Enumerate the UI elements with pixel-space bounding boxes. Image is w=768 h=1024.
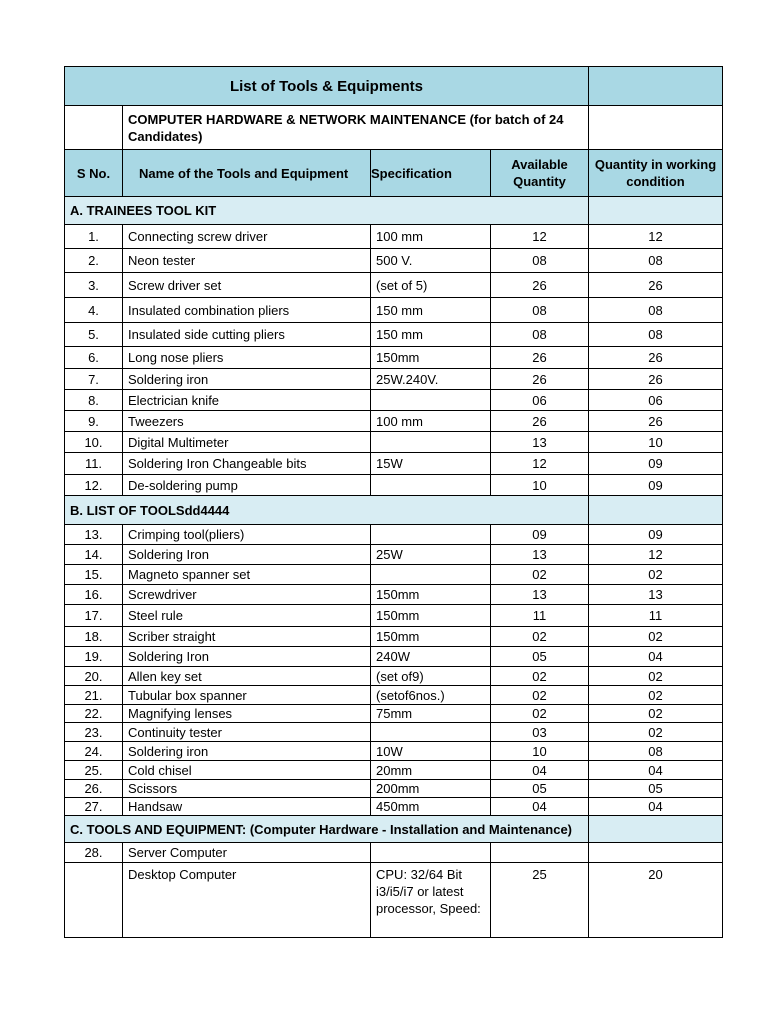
specification-cell (371, 525, 491, 545)
available-quantity-cell: 06 (491, 390, 589, 411)
available-quantity-cell: 26 (491, 347, 589, 369)
serial-number-cell: 23. (65, 723, 123, 742)
tool-name-cell: Insulated combination pliers (123, 298, 371, 323)
table-row (65, 347, 723, 369)
specification-cell: 75mm (371, 705, 491, 723)
specification-cell: 10W (371, 742, 491, 761)
section-heading: C. TOOLS AND EQUIPMENT: (Computer Hardware - Installation and Maintenance) (65, 816, 589, 843)
available-quantity-cell: 02 (491, 565, 589, 585)
specification-cell: 150mm (371, 627, 491, 647)
tool-name-cell: Long nose pliers (123, 347, 371, 369)
tool-name-cell: Tweezers (123, 411, 371, 432)
header-working: Quantity in working condition (589, 150, 723, 197)
tool-name-cell: Insulated side cutting pliers (123, 323, 371, 347)
table-row (65, 225, 723, 249)
working-quantity-cell: 04 (589, 647, 723, 667)
serial-number-cell: 16. (65, 585, 123, 605)
tool-name-cell: De-soldering pump (123, 475, 371, 496)
available-quantity-cell: 05 (491, 647, 589, 667)
serial-number-cell: 21. (65, 686, 123, 705)
table-row (65, 843, 723, 863)
table-row (65, 453, 723, 475)
title-row (65, 67, 723, 106)
working-quantity-cell: 26 (589, 347, 723, 369)
available-quantity-cell: 05 (491, 780, 589, 798)
serial-number-cell: 19. (65, 647, 123, 667)
tool-name-cell: Connecting screw driver (123, 225, 371, 249)
serial-number-cell (65, 863, 123, 938)
working-quantity-cell: 12 (589, 225, 723, 249)
table-row (65, 390, 723, 411)
table-row (65, 525, 723, 545)
specification-cell: 150mm (371, 347, 491, 369)
tools-table (64, 66, 723, 938)
specification-cell: (set of9) (371, 667, 491, 686)
available-quantity-cell: 26 (491, 369, 589, 390)
serial-number-cell: 3. (65, 273, 123, 298)
tool-name-cell: Allen key set (123, 667, 371, 686)
specification-cell: 100 mm (371, 225, 491, 249)
header-sno: S No. (65, 150, 123, 197)
table-row (65, 323, 723, 347)
subtitle-right-cell (589, 106, 723, 150)
available-quantity-cell: 10 (491, 475, 589, 496)
available-quantity-cell: 25 (491, 863, 589, 938)
tool-name-cell: Desktop Computer (123, 863, 371, 938)
serial-number-cell: 10. (65, 432, 123, 453)
table-row (65, 475, 723, 496)
tool-name-cell: Soldering Iron (123, 545, 371, 565)
available-quantity-cell: 13 (491, 545, 589, 565)
serial-number-cell: 5. (65, 323, 123, 347)
available-quantity-cell: 02 (491, 686, 589, 705)
tool-name-cell: Soldering Iron (123, 647, 371, 667)
serial-number-cell: 12. (65, 475, 123, 496)
section-heading: A. TRAINEES TOOL KIT (65, 197, 589, 225)
table-row (65, 565, 723, 585)
tool-name-cell: Soldering iron (123, 369, 371, 390)
available-quantity-cell: 11 (491, 605, 589, 627)
specification-cell: 100 mm (371, 411, 491, 432)
available-quantity-cell: 26 (491, 273, 589, 298)
section-empty-cell (589, 816, 723, 843)
available-quantity-cell: 10 (491, 742, 589, 761)
table-row (65, 761, 723, 780)
tool-name-cell: Screw driver set (123, 273, 371, 298)
working-quantity-cell: 20 (589, 863, 723, 938)
specification-cell (371, 475, 491, 496)
serial-number-cell: 27. (65, 798, 123, 816)
working-quantity-cell: 08 (589, 323, 723, 347)
working-quantity-cell: 08 (589, 298, 723, 323)
tool-name-cell: Scissors (123, 780, 371, 798)
table-row (65, 705, 723, 723)
table-row (65, 686, 723, 705)
serial-number-cell: 1. (65, 225, 123, 249)
serial-number-cell: 6. (65, 347, 123, 369)
title-empty-cell (589, 67, 723, 106)
specification-cell: 150 mm (371, 323, 491, 347)
serial-number-cell: 24. (65, 742, 123, 761)
table-row (65, 273, 723, 298)
header-row (65, 150, 723, 197)
specification-cell (371, 565, 491, 585)
table-row (65, 863, 723, 938)
table-title: List of Tools & Equipments (65, 67, 589, 106)
table-row (65, 627, 723, 647)
tool-name-cell: Scriber straight (123, 627, 371, 647)
section-empty-cell (589, 197, 723, 225)
section-heading: B. LIST OF TOOLSdd4444 (65, 496, 589, 525)
available-quantity-cell: 13 (491, 585, 589, 605)
table-row (65, 585, 723, 605)
specification-cell (371, 843, 491, 863)
table-row (65, 369, 723, 390)
table-row (65, 798, 723, 816)
specification-cell: CPU: 32/64 Bit i3/i5/i7 or latest processor, Speed: (371, 863, 491, 938)
serial-number-cell: 4. (65, 298, 123, 323)
working-quantity-cell: 04 (589, 798, 723, 816)
specification-cell: 200mm (371, 780, 491, 798)
available-quantity-cell: 08 (491, 249, 589, 273)
tool-name-cell: Tubular box spanner (123, 686, 371, 705)
serial-number-cell: 26. (65, 780, 123, 798)
specification-cell: 500 V. (371, 249, 491, 273)
working-quantity-cell: 05 (589, 780, 723, 798)
specification-cell: 150 mm (371, 298, 491, 323)
table-row (65, 723, 723, 742)
working-quantity-cell: 06 (589, 390, 723, 411)
tool-name-cell: Magneto spanner set (123, 565, 371, 585)
tool-name-cell: Crimping tool(pliers) (123, 525, 371, 545)
specification-cell: 15W (371, 453, 491, 475)
tool-name-cell: Cold chisel (123, 761, 371, 780)
available-quantity-cell: 03 (491, 723, 589, 742)
working-quantity-cell: 09 (589, 453, 723, 475)
specification-cell: 25W (371, 545, 491, 565)
serial-number-cell: 22. (65, 705, 123, 723)
available-quantity-cell: 04 (491, 761, 589, 780)
section-empty-cell (589, 496, 723, 525)
available-quantity-cell: 09 (491, 525, 589, 545)
tool-name-cell: Soldering iron (123, 742, 371, 761)
specification-cell (371, 432, 491, 453)
tool-name-cell: Soldering Iron Changeable bits (123, 453, 371, 475)
table-row (65, 742, 723, 761)
table-row (65, 667, 723, 686)
working-quantity-cell: 09 (589, 475, 723, 496)
working-quantity-cell: 26 (589, 411, 723, 432)
serial-number-cell: 13. (65, 525, 123, 545)
serial-number-cell: 7. (65, 369, 123, 390)
table-row (65, 432, 723, 453)
available-quantity-cell (491, 843, 589, 863)
table-row (65, 411, 723, 432)
serial-number-cell: 25. (65, 761, 123, 780)
subtitle-row (65, 106, 723, 150)
specification-cell (371, 390, 491, 411)
available-quantity-cell: 12 (491, 453, 589, 475)
header-spec: Specification (371, 150, 491, 197)
working-quantity-cell: 02 (589, 565, 723, 585)
tool-name-cell: Continuity tester (123, 723, 371, 742)
available-quantity-cell: 02 (491, 627, 589, 647)
specification-cell: 20mm (371, 761, 491, 780)
section-a-row (65, 197, 723, 225)
available-quantity-cell: 08 (491, 323, 589, 347)
tool-name-cell: Magnifying lenses (123, 705, 371, 723)
table-row (65, 249, 723, 273)
table-row (65, 605, 723, 627)
specification-cell: 25W.240V. (371, 369, 491, 390)
working-quantity-cell: 11 (589, 605, 723, 627)
serial-number-cell: 28. (65, 843, 123, 863)
specification-cell: 150mm (371, 585, 491, 605)
working-quantity-cell: 02 (589, 723, 723, 742)
header-available: Available Quantity (491, 150, 589, 197)
tool-name-cell: Electrician knife (123, 390, 371, 411)
specification-cell: 450mm (371, 798, 491, 816)
working-quantity-cell: 26 (589, 369, 723, 390)
header-name: Name of the Tools and Equipment (123, 150, 371, 197)
serial-number-cell: 11. (65, 453, 123, 475)
serial-number-cell: 17. (65, 605, 123, 627)
available-quantity-cell: 08 (491, 298, 589, 323)
working-quantity-cell: 08 (589, 742, 723, 761)
working-quantity-cell: 02 (589, 686, 723, 705)
working-quantity-cell: 02 (589, 667, 723, 686)
tool-name-cell: Neon tester (123, 249, 371, 273)
serial-number-cell: 15. (65, 565, 123, 585)
working-quantity-cell: 02 (589, 705, 723, 723)
tool-name-cell: Steel rule (123, 605, 371, 627)
working-quantity-cell: 13 (589, 585, 723, 605)
working-quantity-cell: 08 (589, 249, 723, 273)
section-c-row (65, 816, 723, 843)
tool-name-cell: Screwdriver (123, 585, 371, 605)
serial-number-cell: 14. (65, 545, 123, 565)
table-subtitle: COMPUTER HARDWARE & NETWORK MAINTENANCE (for batch of 24 Candidates) (123, 106, 589, 150)
specification-cell: 240W (371, 647, 491, 667)
working-quantity-cell: 02 (589, 627, 723, 647)
working-quantity-cell: 04 (589, 761, 723, 780)
serial-number-cell: 18. (65, 627, 123, 647)
working-quantity-cell: 26 (589, 273, 723, 298)
specification-cell: (set of 5) (371, 273, 491, 298)
serial-number-cell: 20. (65, 667, 123, 686)
tool-name-cell: Handsaw (123, 798, 371, 816)
subtitle-empty-cell (65, 106, 123, 150)
working-quantity-cell: 10 (589, 432, 723, 453)
available-quantity-cell: 13 (491, 432, 589, 453)
available-quantity-cell: 04 (491, 798, 589, 816)
specification-cell: (setof6nos.) (371, 686, 491, 705)
specification-cell: 150mm (371, 605, 491, 627)
working-quantity-cell (589, 843, 723, 863)
available-quantity-cell: 26 (491, 411, 589, 432)
serial-number-cell: 8. (65, 390, 123, 411)
working-quantity-cell: 09 (589, 525, 723, 545)
table-row (65, 298, 723, 323)
working-quantity-cell: 12 (589, 545, 723, 565)
table-row (65, 780, 723, 798)
table-row (65, 647, 723, 667)
table-row (65, 545, 723, 565)
available-quantity-cell: 02 (491, 667, 589, 686)
tool-name-cell: Server Computer (123, 843, 371, 863)
available-quantity-cell: 12 (491, 225, 589, 249)
available-quantity-cell: 02 (491, 705, 589, 723)
serial-number-cell: 2. (65, 249, 123, 273)
tool-name-cell: Digital Multimeter (123, 432, 371, 453)
specification-cell (371, 723, 491, 742)
serial-number-cell: 9. (65, 411, 123, 432)
section-b-row (65, 496, 723, 525)
